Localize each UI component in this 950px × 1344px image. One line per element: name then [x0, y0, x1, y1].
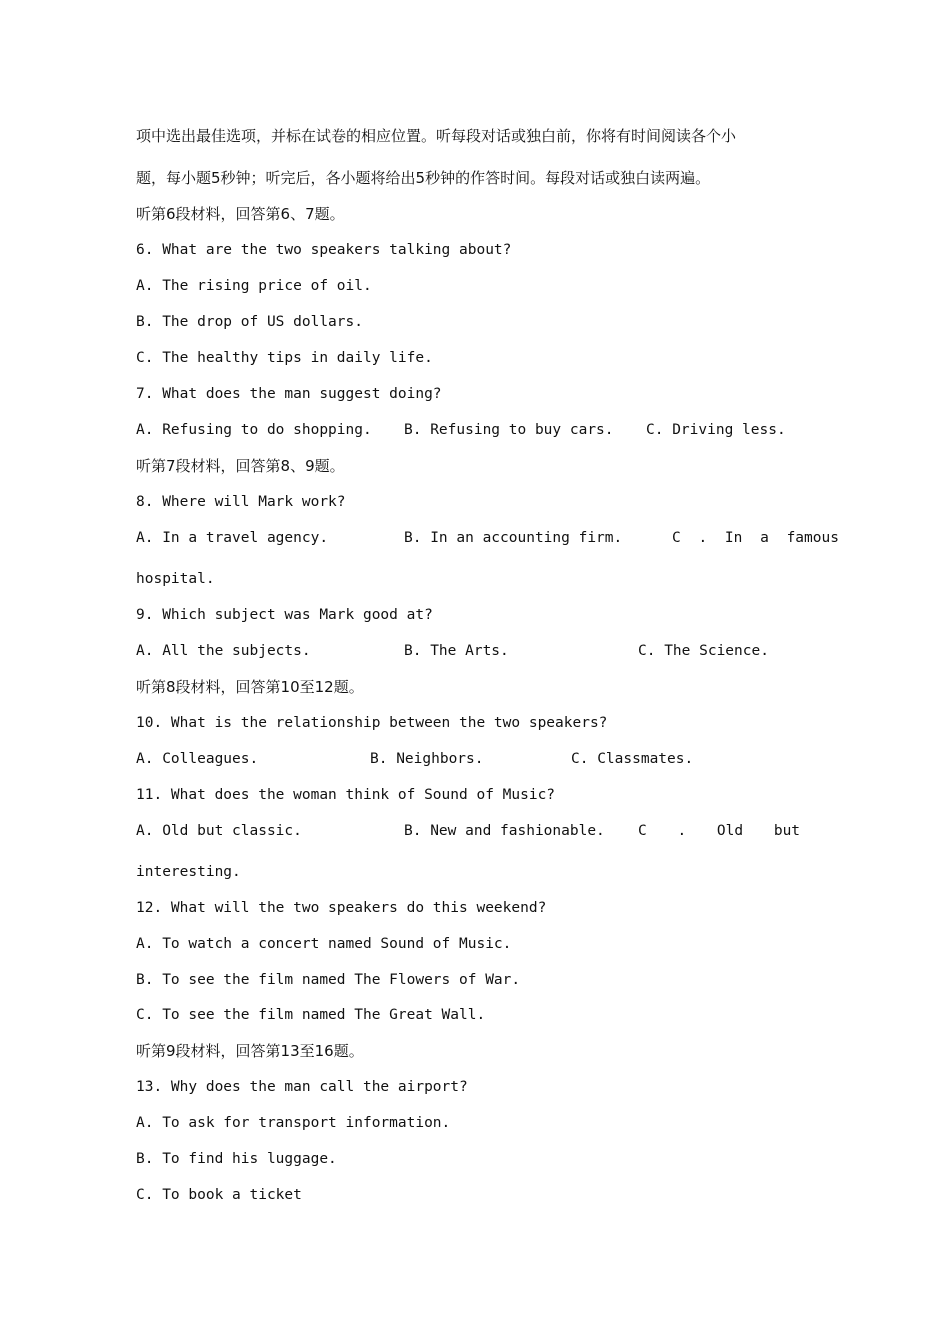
option-12c: C. To see the film named The Great Wall. — [136, 1007, 486, 1023]
question-12: 12. What will the two speakers do this weekend? — [136, 900, 547, 916]
intro-line-2: 题，每小题5秒钟；听完后，各小题将给出5秒钟的作答时间。每段对话或独白读两遍。 — [136, 169, 711, 187]
option-6a: A. The rising price of oil. — [136, 278, 372, 294]
option-12b: B. To see the film named The Flowers of War. — [136, 972, 521, 988]
option-12a: A. To watch a concert named Sound of Music. — [136, 936, 512, 952]
question-10: 10. What is the relationship between the two speakers? — [136, 715, 608, 731]
option-11c-part1: C . Old but — [638, 823, 801, 839]
option-13c: C. To book a ticket — [136, 1187, 302, 1203]
section-heading-6: 听第6段材料，回答第6、7题。 — [136, 205, 345, 223]
option-7a: A. Refusing to do shopping. — [136, 422, 372, 438]
option-8b: B. In an accounting firm. — [404, 530, 623, 546]
option-10b: B. Neighbors. — [370, 751, 484, 767]
option-8a: A. In a travel agency. — [136, 530, 329, 546]
option-8c-part1: C . In a famous — [672, 530, 839, 546]
question-8: 8. Where will Mark work? — [136, 494, 346, 510]
question-7: 7. What does the man suggest doing? — [136, 386, 442, 402]
option-7b: B. Refusing to buy cars. — [404, 422, 614, 438]
option-11c-part2: interesting. — [136, 864, 241, 880]
option-10c: C. Classmates. — [571, 751, 694, 767]
section-heading-9: 听第9段材料，回答第13至16题。 — [136, 1042, 364, 1060]
option-6b: B. The drop of US dollars. — [136, 314, 363, 330]
option-7c: C. Driving less. — [646, 422, 786, 438]
option-13a: A. To ask for transport information. — [136, 1115, 451, 1131]
section-heading-7: 听第7段材料，回答第8、9题。 — [136, 457, 345, 475]
option-11b: B. New and fashionable. — [404, 823, 605, 839]
option-9c: C. The Science. — [638, 643, 769, 659]
option-6c: C. The healthy tips in daily life. — [136, 350, 433, 366]
option-9a: A. All the subjects. — [136, 643, 311, 659]
question-11: 11. What does the woman think of Sound of Music? — [136, 787, 556, 803]
option-8c-part2: hospital. — [136, 571, 215, 587]
section-heading-8: 听第8段材料，回答第10至12题。 — [136, 678, 364, 696]
question-9: 9. Which subject was Mark good at? — [136, 607, 433, 623]
question-6: 6. What are the two speakers talking about? — [136, 242, 512, 258]
option-11a: A. Old but classic. — [136, 823, 302, 839]
option-10a: A. Colleagues. — [136, 751, 259, 767]
intro-line-1: 项中选出最佳选项，并标在试卷的相应位置。听每段对话或独白前，你将有时间阅读各个小 — [136, 127, 737, 145]
option-13b: B. To find his luggage. — [136, 1151, 337, 1167]
option-9b: B. The Arts. — [404, 643, 509, 659]
question-13: 13. Why does the man call the airport? — [136, 1079, 468, 1095]
